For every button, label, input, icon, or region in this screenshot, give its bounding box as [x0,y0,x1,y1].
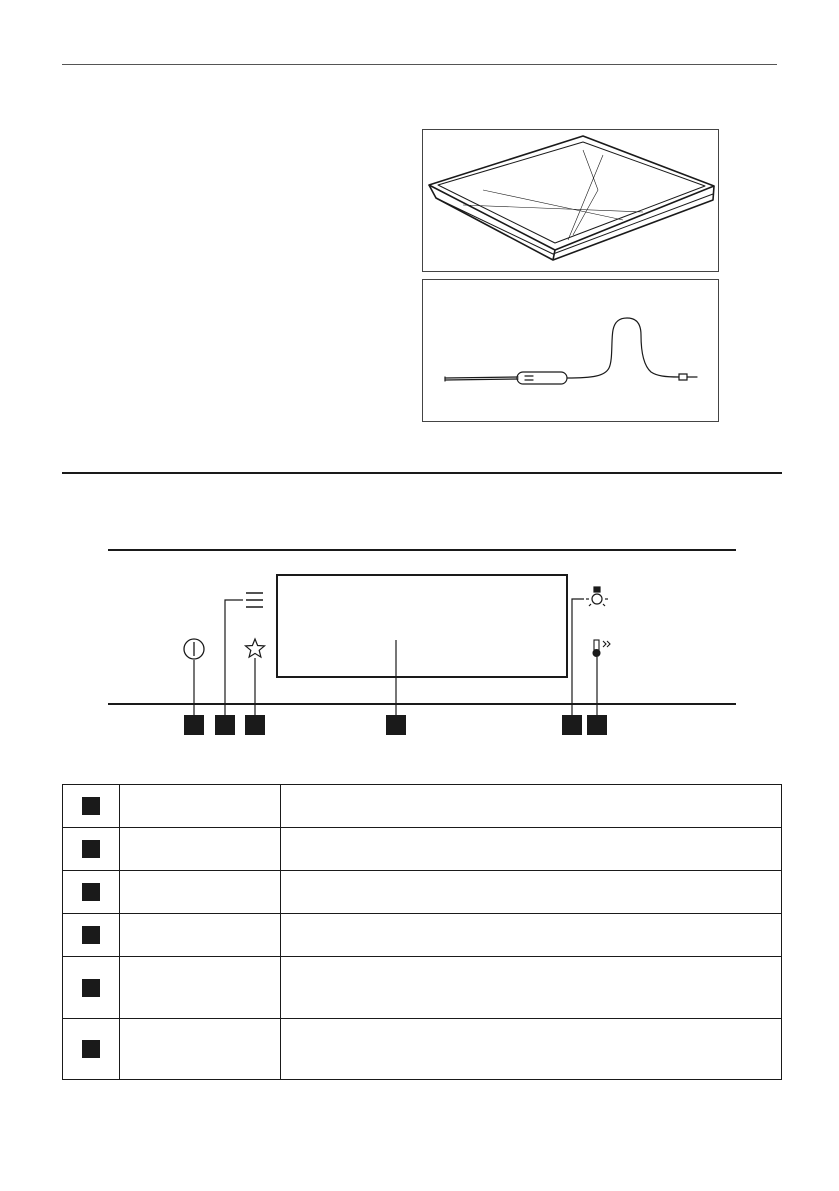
function-name-cell [120,914,281,957]
table-row [63,785,782,828]
callout-boxes [184,715,607,735]
food-probe-illustration [422,279,719,422]
callout-leaders [194,599,597,716]
baking-tray-illustration [422,129,719,272]
description-cell [281,828,782,871]
food-sensor-probe-icon [423,280,718,421]
description-cell [281,871,782,914]
function-name-cell [120,957,281,1019]
callout-box [215,715,235,735]
function-name-cell [120,871,281,914]
baking-tray-icon [423,130,718,271]
section-rule [62,472,782,474]
function-name-cell [120,828,281,871]
table-row [63,871,782,914]
callout-box [82,883,100,901]
control-panel-diagram [0,540,839,750]
callout-box [562,715,582,735]
callout-box [82,1040,100,1058]
header-rule [62,64,777,65]
callout-box [82,797,100,815]
legend-table [62,784,782,1080]
description-cell [281,1019,782,1080]
callout-box [82,926,100,944]
power-icon [184,639,204,659]
menu-icon [246,593,263,607]
callout-box [386,715,406,735]
light-icon [586,587,608,606]
table-row [63,957,782,1019]
table-row [63,828,782,871]
table-row [63,914,782,957]
favourite-star-icon [246,639,265,657]
display-icon [277,575,567,677]
table-row [63,1019,782,1080]
description-cell [281,785,782,828]
callout-box [82,840,100,858]
function-name-cell [120,785,281,828]
callout-box [184,715,204,735]
callout-box [245,715,265,735]
description-cell [281,914,782,957]
core-temperature-icon [593,640,610,657]
description-cell [281,957,782,1019]
callout-box [587,715,607,735]
function-name-cell [120,1019,281,1080]
callout-box [82,979,100,997]
